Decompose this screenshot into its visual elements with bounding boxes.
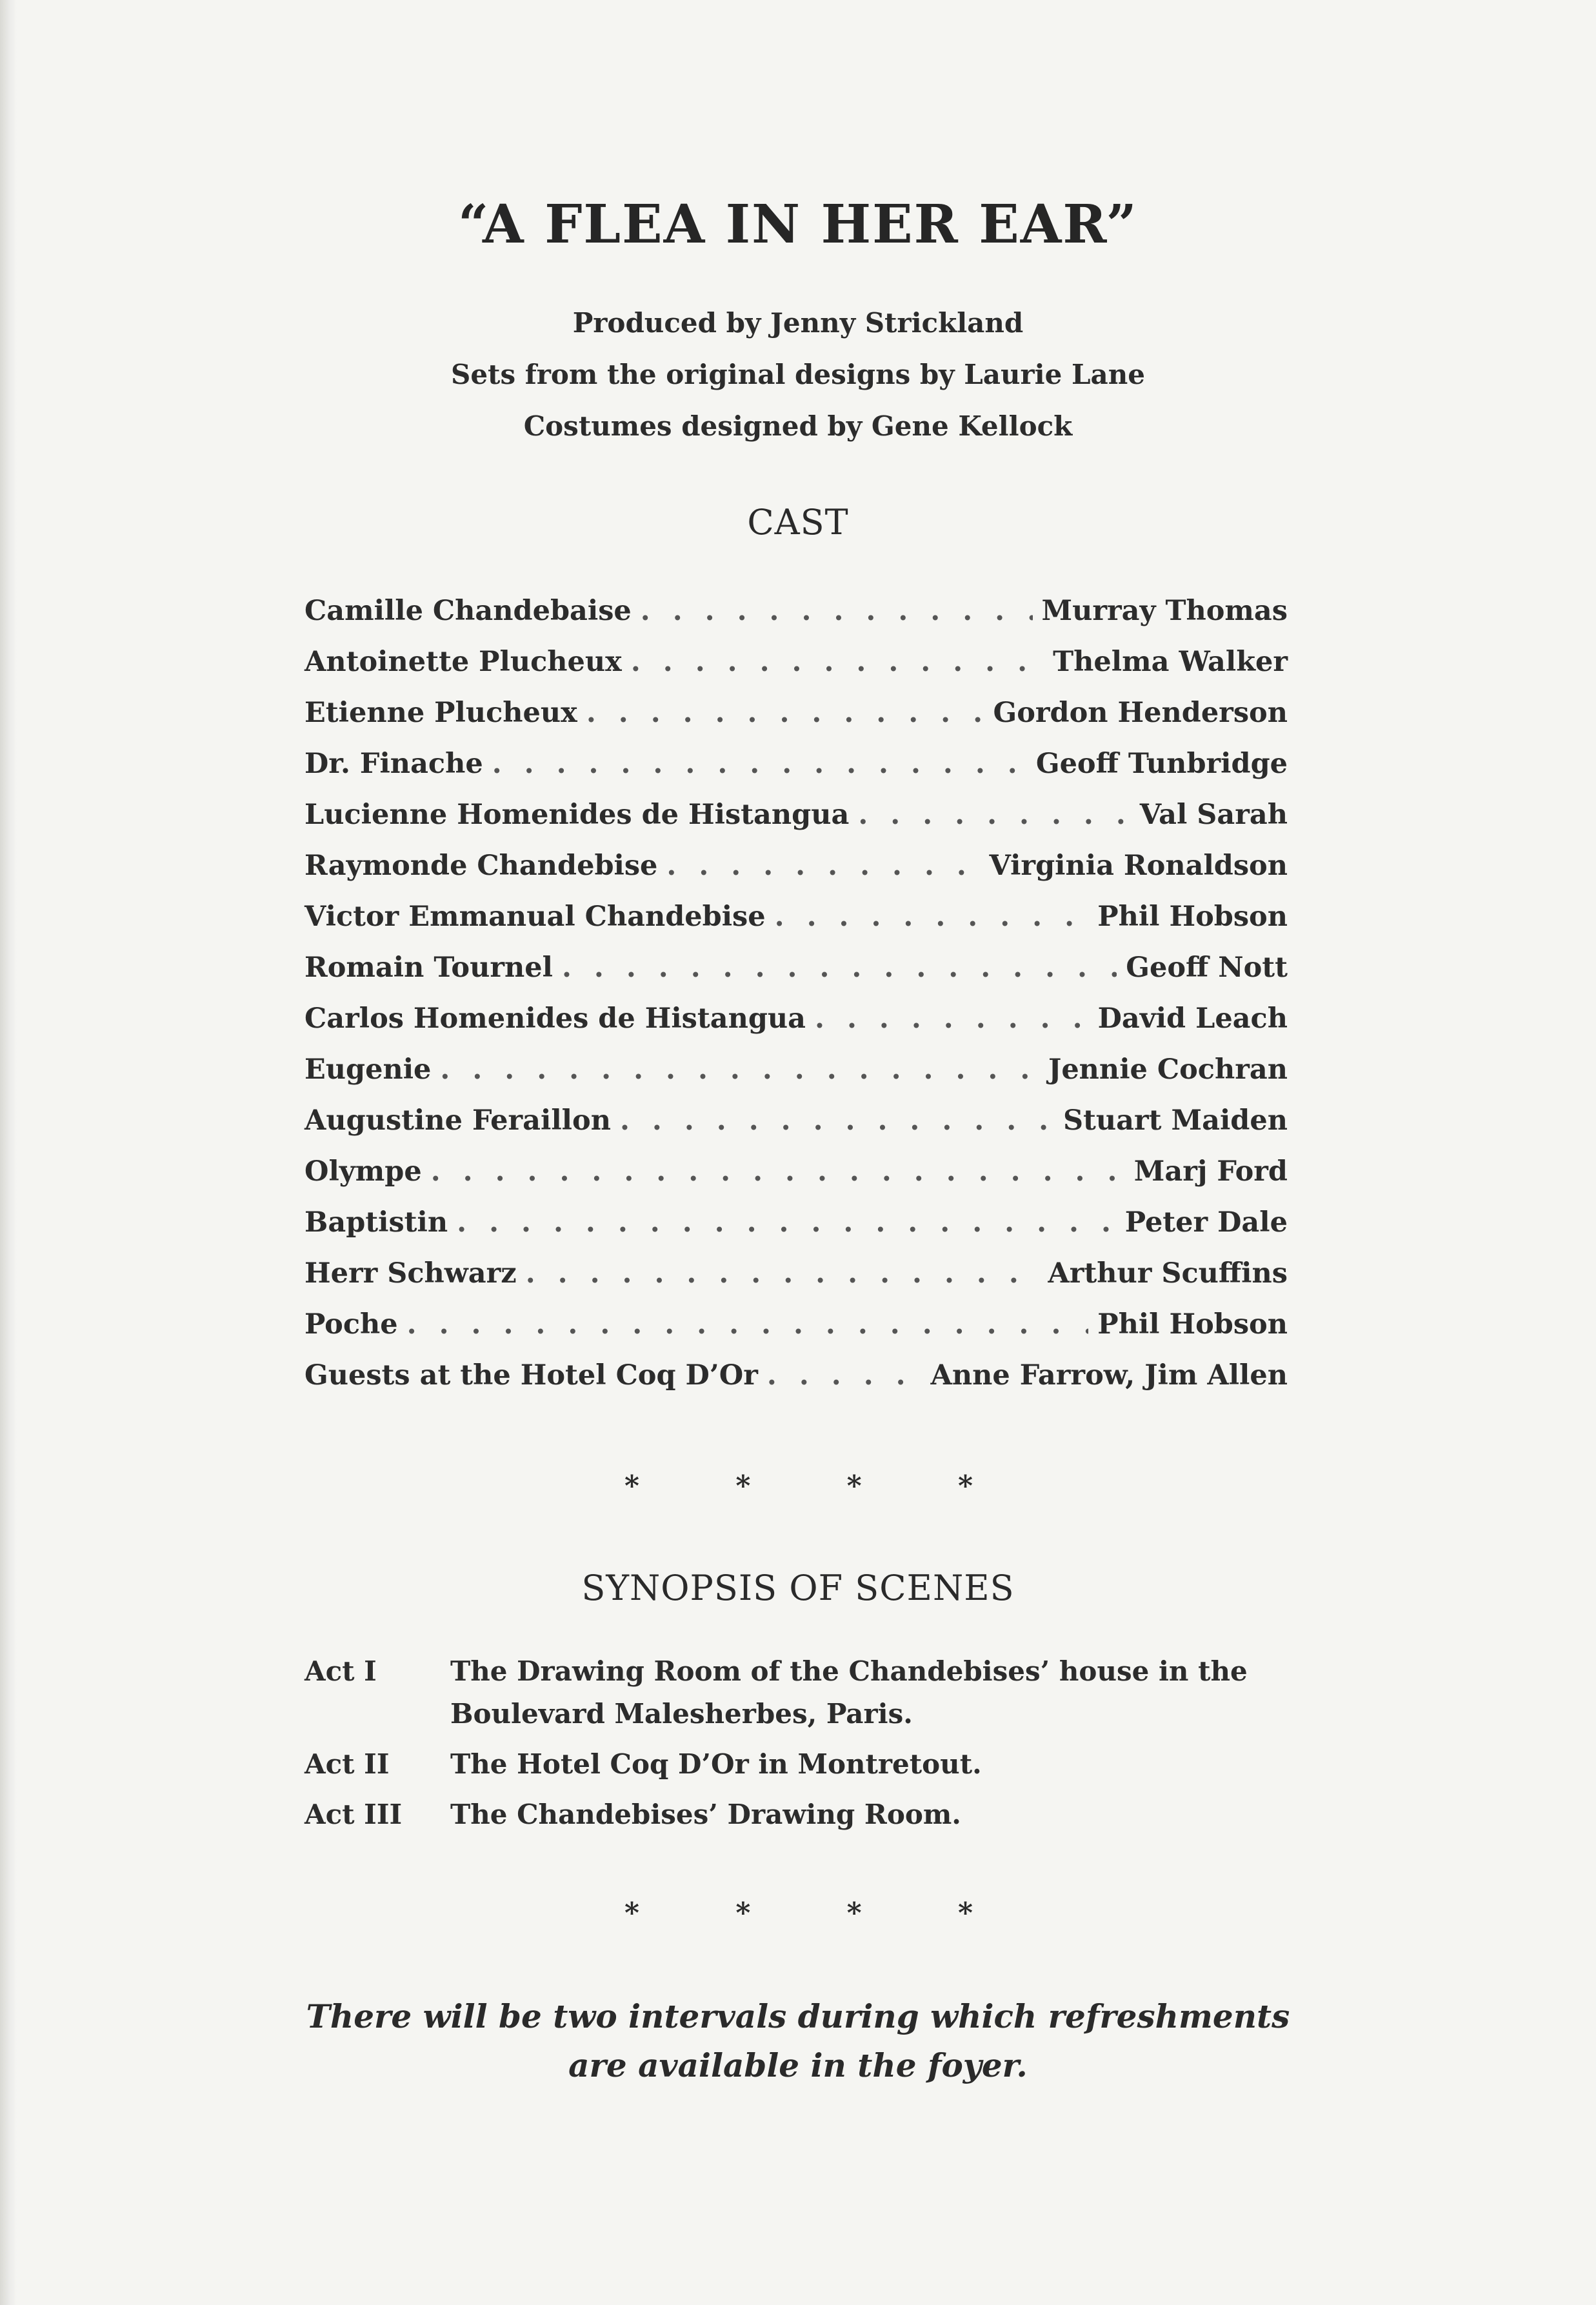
- cast-actor: Phil Hobson: [1097, 901, 1288, 933]
- cast-row: [304, 646, 1288, 697]
- cast-row: [304, 901, 1288, 952]
- cast-actor: Arthur Scuffins: [1048, 1257, 1288, 1290]
- dot-leader: [767, 1359, 922, 1392]
- cast-row: [304, 1104, 1288, 1155]
- dot-leader: [407, 1308, 1089, 1341]
- cast-actor: Val Sarah: [1139, 799, 1288, 831]
- dot-leader: [562, 952, 1117, 984]
- cast-row: [304, 1308, 1288, 1359]
- cast-actor: Jennie Cochran: [1048, 1053, 1288, 1086]
- star: *: [735, 1897, 751, 1930]
- cast-row: [304, 1003, 1288, 1053]
- cast-actor: Anne Farrow, Jim Allen: [930, 1359, 1288, 1392]
- cast-actor: Virginia Ronaldson: [989, 850, 1288, 882]
- cast-row: [304, 697, 1288, 748]
- act-number: Act III: [304, 1799, 403, 1830]
- act-desc-line: The Drawing Room of the Chandebises’ house in the: [450, 1655, 1248, 1687]
- star: *: [957, 1897, 973, 1930]
- cast-list: [304, 595, 1288, 1410]
- star: *: [846, 1897, 862, 1930]
- cast-role: Camille Chandebaise: [304, 595, 632, 627]
- star: *: [624, 1897, 640, 1930]
- synopsis-list: [304, 1650, 1298, 1844]
- act-desc-line: Boulevard Malesherbes, Paris.: [450, 1698, 913, 1730]
- sets-credit: Sets from the original designs by Laurie Lane: [451, 359, 1145, 390]
- cast-role: Guests at the Hotel Coq D’Or: [304, 1359, 758, 1392]
- cast-actor: Gordon Henderson: [993, 697, 1288, 729]
- dot-leader: [815, 1003, 1089, 1035]
- cast-heading: CAST: [747, 502, 849, 543]
- cast-actor: Murray Thomas: [1041, 595, 1288, 627]
- cast-role: Baptistin: [304, 1206, 448, 1239]
- cast-role: Lucienne Homenides de Histangua: [304, 799, 850, 831]
- dot-leader: [631, 646, 1044, 678]
- dot-leader: [492, 748, 1027, 780]
- dot-leader: [641, 595, 1033, 627]
- interval-note: [0, 1992, 1596, 2090]
- cast-role: Raymonde Chandebise: [304, 850, 658, 882]
- cast-row: [304, 595, 1288, 646]
- synopsis-heading: SYNOPSIS OF SCENES: [581, 1568, 1015, 1608]
- act-row: [304, 1650, 1298, 1735]
- cast-row: [304, 1155, 1288, 1206]
- dot-leader: [526, 1257, 1039, 1290]
- cast-role: Dr. Finache: [304, 748, 483, 780]
- cast-row: [304, 799, 1288, 850]
- cast-actor: Peter Dale: [1124, 1206, 1288, 1239]
- cast-role: Carlos Homenides de Histangua: [304, 1003, 806, 1035]
- cast-role: Antoinette Plucheux: [304, 646, 622, 678]
- dot-leader: [775, 901, 1089, 933]
- act-description: The Chandebises’ Drawing Room.: [450, 1799, 961, 1830]
- star: *: [624, 1470, 640, 1502]
- cast-actor: Marj Ford: [1133, 1155, 1288, 1188]
- play-title: “A FLEA IN HER EAR”: [458, 194, 1138, 255]
- cast-actor: Phil Hobson: [1097, 1308, 1288, 1341]
- cast-actor: Geoff Nott: [1126, 952, 1288, 984]
- cast-actor: Geoff Tunbridge: [1035, 748, 1288, 780]
- act-row: [304, 1793, 1298, 1836]
- cast-actor: Stuart Maiden: [1062, 1104, 1288, 1137]
- cast-row: [304, 850, 1288, 901]
- costumes-credit: Costumes designed by Gene Kellock: [523, 410, 1073, 442]
- act-description: The Hotel Coq D’Or in Montretout.: [450, 1748, 982, 1780]
- cast-row: [304, 952, 1288, 1003]
- cast-row: [304, 1257, 1288, 1308]
- dot-leader: [586, 697, 984, 729]
- cast-actor: David Leach: [1097, 1003, 1288, 1035]
- act-number: Act II: [304, 1748, 390, 1780]
- dot-leader: [440, 1053, 1039, 1086]
- star: *: [957, 1470, 973, 1502]
- separator-stars: [624, 1897, 973, 1930]
- cast-role: Romain Tournel: [304, 952, 553, 984]
- dot-leader: [858, 799, 1130, 831]
- cast-row: [304, 1206, 1288, 1257]
- note-line: are available in the foyer.: [568, 2046, 1028, 2084]
- dot-leader: [666, 850, 980, 882]
- cast-row: [304, 1359, 1288, 1410]
- dot-leader: [620, 1104, 1054, 1137]
- act-description: [450, 1650, 1298, 1735]
- dot-leader: [457, 1206, 1116, 1239]
- cast-role: Victor Emmanual Chandebise: [304, 901, 766, 933]
- cast-row: [304, 1053, 1288, 1104]
- cast-row: [304, 748, 1288, 799]
- producer-credit: Produced by Jenny Strickland: [572, 307, 1024, 339]
- star: *: [735, 1470, 751, 1502]
- separator-stars: [624, 1470, 973, 1502]
- cast-role: Eugenie: [304, 1053, 432, 1086]
- act-row: [304, 1743, 1298, 1786]
- cast-role: Olympe: [304, 1155, 422, 1188]
- cast-role: Poche: [304, 1308, 398, 1341]
- cast-role: Augustine Feraillon: [304, 1104, 611, 1137]
- cast-role: Herr Schwarz: [304, 1257, 517, 1290]
- note-line: There will be two intervals during which refreshments: [306, 1997, 1290, 2035]
- cast-role: Etienne Plucheux: [304, 697, 577, 729]
- page-edge-shadow: [0, 0, 17, 2305]
- cast-actor: Thelma Walker: [1053, 646, 1288, 678]
- act-number: Act I: [304, 1655, 377, 1687]
- dot-leader: [431, 1155, 1125, 1188]
- star: *: [846, 1470, 862, 1502]
